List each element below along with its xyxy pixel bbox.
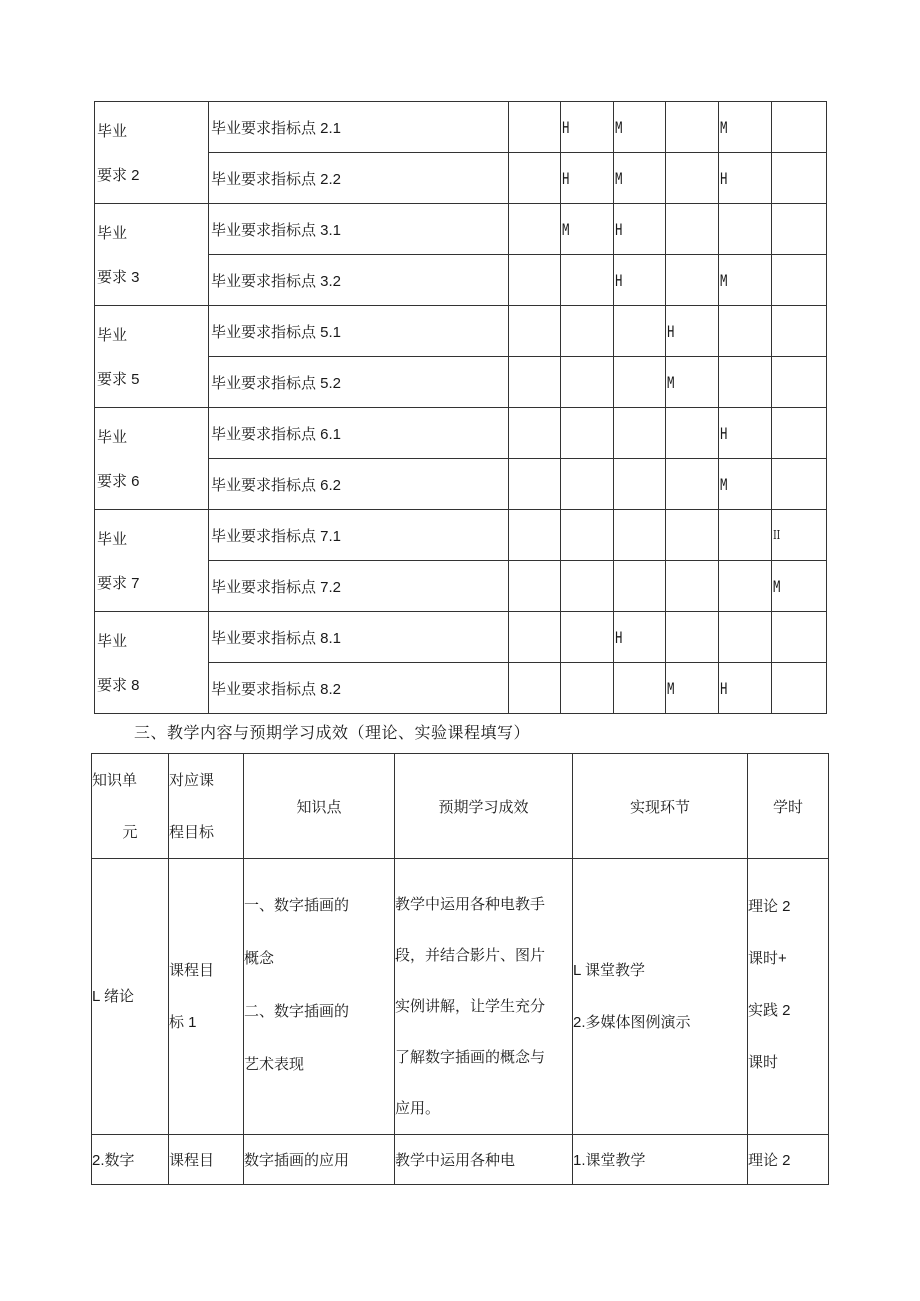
- header-hours: 学时: [748, 754, 829, 859]
- support-level-cell: [614, 510, 653, 561]
- indicator-cell: 毕业要求指标点 6.1: [209, 408, 509, 459]
- support-level-cell: [509, 204, 548, 255]
- support-level-cell: [561, 306, 601, 357]
- support-level-cell: II: [772, 510, 813, 561]
- objective-mapping-table: [94, 101, 827, 714]
- header-outcome: 预期学习成效: [395, 754, 573, 859]
- outcome-line: 教学中运用各种电教手: [395, 896, 546, 913]
- mapping-row: [95, 510, 827, 561]
- support-level-cell: [666, 408, 706, 459]
- support-level-cell: [719, 561, 759, 612]
- support-level-cell: [509, 663, 548, 714]
- support-level-cell: [772, 306, 813, 357]
- support-level-cell: [509, 255, 548, 306]
- mapping-row: [95, 306, 827, 357]
- outcome-line: 应用。: [395, 1100, 441, 1117]
- support-level-cell: [666, 102, 706, 153]
- indicator-cell: 毕业要求指标点 7.1: [209, 510, 509, 561]
- hours-line: 理论 2: [748, 898, 791, 915]
- unit-cell: [92, 859, 169, 1135]
- points-line: 二、数字插画的: [244, 1003, 350, 1020]
- support-level-cell: H: [561, 102, 601, 153]
- support-level-cell: [666, 510, 706, 561]
- content-row: [92, 859, 829, 1135]
- content-row: [92, 1135, 829, 1185]
- support-level-cell: [666, 204, 706, 255]
- section-title: 三、教学内容与预期学习成效（理论、实验课程填写）: [134, 723, 531, 742]
- support-level-cell: [772, 153, 813, 204]
- header-method: 实现环节: [573, 754, 748, 859]
- support-level-cell: M: [772, 561, 813, 612]
- support-level-cell: M: [719, 255, 759, 306]
- outcome-cell: 教学中运用各种电: [395, 1135, 573, 1185]
- header-goal: [169, 754, 244, 859]
- support-level-cell: [614, 306, 653, 357]
- mapping-table-body: [95, 102, 827, 714]
- support-level-cell: [666, 612, 706, 663]
- support-level-cell: [614, 459, 653, 510]
- points-cell: [244, 859, 395, 1135]
- support-level-cell: [561, 255, 601, 306]
- support-level-cell: [614, 408, 653, 459]
- indicator-cell: 毕业要求指标点 7.2: [209, 561, 509, 612]
- support-level-cell: H: [561, 153, 601, 204]
- requirement-label-line1: 毕业: [97, 531, 128, 548]
- mapping-row: [95, 102, 827, 153]
- support-level-cell: [561, 357, 601, 408]
- requirement-label-line2: 要求 7: [97, 575, 140, 592]
- goal-line: 标 1: [169, 1013, 197, 1031]
- support-level-cell: [666, 561, 706, 612]
- support-level-cell: [561, 459, 601, 510]
- hours-line: 实践 2: [748, 1002, 791, 1019]
- support-level-cell: H: [719, 153, 759, 204]
- hours-cell: [748, 859, 829, 1135]
- points-line: 概念: [244, 950, 275, 967]
- support-level-cell: [719, 510, 759, 561]
- requirement-label-line2: 要求 3: [97, 269, 140, 286]
- indicator-cell: 毕业要求指标点 2.1: [209, 102, 509, 153]
- support-level-cell: [772, 204, 813, 255]
- support-level-cell: [509, 510, 548, 561]
- unit-text: L 绪论: [92, 987, 134, 1005]
- support-level-cell: [561, 408, 601, 459]
- requirement-cell: [95, 102, 209, 204]
- support-level-cell: [666, 255, 706, 306]
- mapping-row: [95, 204, 827, 255]
- header-unit-line2: 元: [122, 823, 138, 841]
- header-goal-line1: 对应课: [169, 771, 215, 789]
- support-level-cell: H: [614, 255, 653, 306]
- support-level-cell: M: [719, 102, 759, 153]
- support-level-cell: [772, 612, 813, 663]
- support-level-cell: [509, 459, 548, 510]
- goal-cell: 课程目: [169, 1135, 244, 1185]
- header-unit: [92, 754, 169, 859]
- points-cell: 数字插画的应用: [244, 1135, 395, 1185]
- requirement-cell: [95, 306, 209, 408]
- indicator-cell: 毕业要求指标点 8.1: [209, 612, 509, 663]
- requirement-label-line2: 要求 2: [97, 167, 140, 184]
- mapping-row: [95, 408, 827, 459]
- support-level-cell: M: [614, 153, 653, 204]
- requirement-cell: [95, 408, 209, 510]
- support-level-cell: [561, 612, 601, 663]
- header-unit-line1: 知识单: [92, 771, 138, 789]
- support-level-cell: M: [719, 459, 759, 510]
- support-level-cell: [666, 153, 706, 204]
- requirement-cell: [95, 204, 209, 306]
- support-level-cell: [509, 153, 548, 204]
- support-level-cell: [561, 663, 601, 714]
- indicator-cell: 毕业要求指标点 6.2: [209, 459, 509, 510]
- support-level-cell: [719, 357, 759, 408]
- support-level-cell: [719, 204, 759, 255]
- content-header-row: [92, 754, 829, 859]
- support-level-cell: [614, 561, 653, 612]
- requirement-cell: [95, 510, 209, 612]
- indicator-cell: 毕业要求指标点 2.2: [209, 153, 509, 204]
- requirement-label-line1: 毕业: [97, 429, 128, 446]
- outcome-line: 了解数字插画的概念与: [395, 1049, 546, 1066]
- hours-line: 课时: [748, 1054, 779, 1071]
- support-level-cell: [509, 612, 548, 663]
- indicator-cell: 毕业要求指标点 5.2: [209, 357, 509, 408]
- indicator-cell: 毕业要求指标点 8.2: [209, 663, 509, 714]
- support-level-cell: [614, 357, 653, 408]
- support-level-cell: [509, 102, 548, 153]
- support-level-cell: [772, 459, 813, 510]
- requirement-label-line1: 毕业: [97, 327, 128, 344]
- support-level-cell: [772, 357, 813, 408]
- indicator-cell: 毕业要求指标点 5.1: [209, 306, 509, 357]
- hours-cell: 理论 2: [748, 1135, 829, 1185]
- method-line: L 课堂教学: [573, 961, 645, 979]
- method-line: 2.多媒体图例演示: [573, 1013, 691, 1031]
- requirement-label-line1: 毕业: [97, 633, 128, 650]
- support-level-cell: [614, 663, 653, 714]
- header-goal-line2: 程目标: [169, 823, 215, 841]
- support-level-cell: [666, 459, 706, 510]
- support-level-cell: [772, 408, 813, 459]
- support-level-cell: H: [614, 204, 653, 255]
- support-level-cell: [772, 255, 813, 306]
- requirement-label-line2: 要求 6: [97, 473, 140, 490]
- requirement-cell: [95, 612, 209, 714]
- goal-line: 课程目: [169, 961, 215, 979]
- support-level-cell: H: [614, 612, 653, 663]
- outcome-line: 实例讲解，让学生充分: [395, 998, 546, 1015]
- header-points: 知识点: [244, 754, 395, 859]
- support-level-cell: H: [666, 306, 706, 357]
- support-level-cell: [561, 510, 601, 561]
- support-level-cell: [772, 102, 813, 153]
- requirement-label-line2: 要求 5: [97, 371, 140, 388]
- indicator-cell: 毕业要求指标点 3.2: [209, 255, 509, 306]
- requirement-label-line1: 毕业: [97, 123, 128, 140]
- method-cell: 1.课堂教学: [573, 1135, 748, 1185]
- support-level-cell: M: [614, 102, 653, 153]
- support-level-cell: [509, 306, 548, 357]
- support-level-cell: [509, 357, 548, 408]
- method-cell: [573, 859, 748, 1135]
- support-level-cell: [719, 306, 759, 357]
- points-line: 一、数字插画的: [244, 897, 350, 914]
- indicator-cell: 毕业要求指标点 3.1: [209, 204, 509, 255]
- support-level-cell: M: [561, 204, 601, 255]
- mapping-row: [95, 612, 827, 663]
- support-level-cell: M: [666, 663, 706, 714]
- goal-cell: [169, 859, 244, 1135]
- outcome-cell: [395, 859, 573, 1135]
- support-level-cell: [561, 561, 601, 612]
- outcome-line: 段，并结合影片、图片: [395, 947, 546, 964]
- support-level-cell: [719, 612, 759, 663]
- support-level-cell: [509, 561, 548, 612]
- support-level-cell: [509, 408, 548, 459]
- support-level-cell: H: [719, 408, 759, 459]
- support-level-cell: M: [666, 357, 706, 408]
- requirement-label-line1: 毕业: [97, 225, 128, 242]
- hours-line: 课时+: [748, 950, 787, 967]
- points-line: 艺术表现: [244, 1056, 305, 1073]
- unit-cell: 2.数字: [92, 1135, 169, 1185]
- support-level-cell: [772, 663, 813, 714]
- requirement-label-line2: 要求 8: [97, 677, 140, 694]
- teaching-content-table: [91, 753, 829, 1185]
- support-level-cell: H: [719, 663, 759, 714]
